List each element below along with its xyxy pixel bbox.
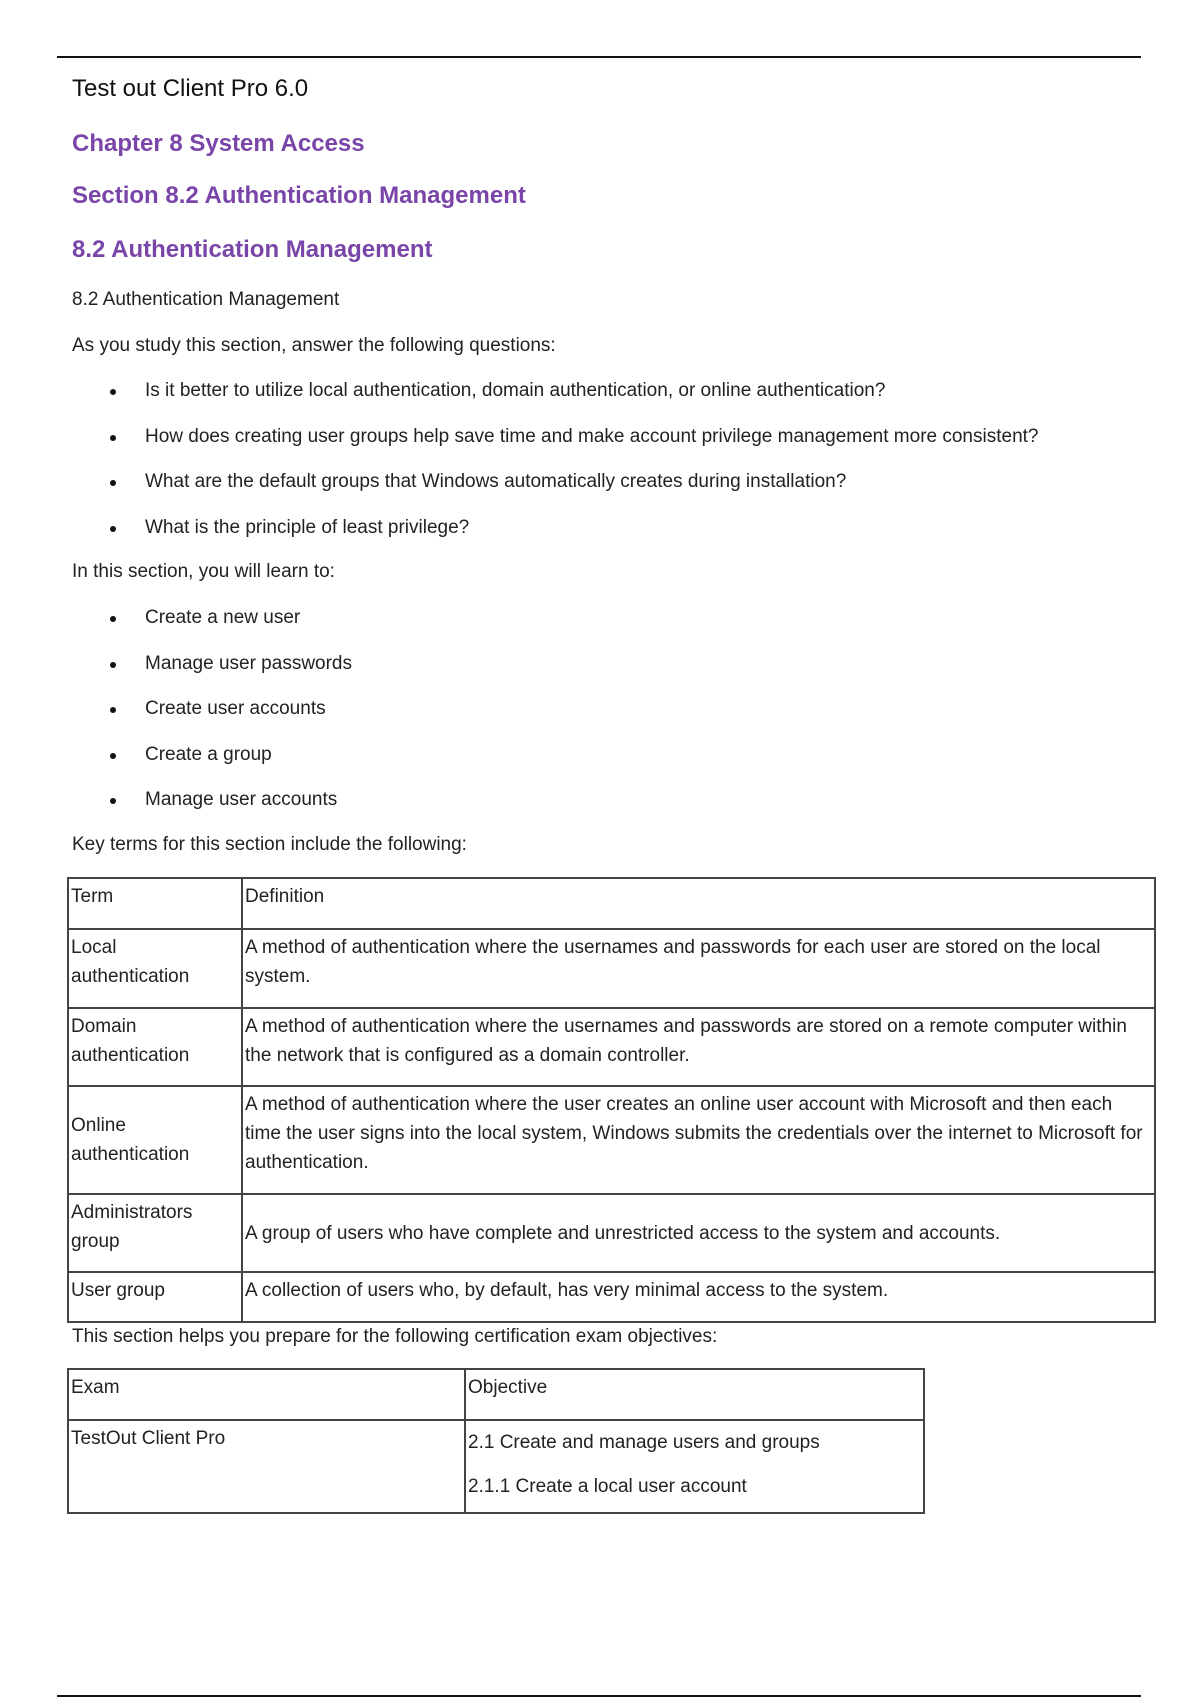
- bottom-rule: [57, 1695, 1141, 1697]
- header-cell: Term: [68, 878, 242, 929]
- term-cell: Domain authentication: [68, 1008, 242, 1086]
- top-rule: [57, 56, 1141, 58]
- header-cell: Objective: [465, 1369, 924, 1420]
- list-item: What is the principle of least privilege?: [72, 517, 1038, 563]
- table-header-row: [68, 1369, 924, 1420]
- header-cell: Exam: [68, 1369, 465, 1420]
- table-row: [68, 1420, 924, 1513]
- document-title: Test out Client Pro 6.0: [72, 75, 309, 102]
- learn-list: [72, 607, 352, 835]
- objective-item: 2.1 Create and manage users and groups: [468, 1432, 820, 1453]
- questions-list: [72, 380, 1038, 562]
- subtitle: 8.2 Authentication Management: [72, 289, 340, 310]
- exam-intro: This section helps you prepare for the following certification exam objectives:: [72, 1326, 718, 1347]
- exam-cell: TestOut Client Pro: [68, 1420, 465, 1513]
- list-item: What are the default groups that Windows automatically creates during installation?: [72, 471, 1038, 517]
- terms-intro: Key terms for this section include the following:: [72, 834, 467, 855]
- objective-cell: [465, 1420, 924, 1513]
- list-item: How does creating user groups help save time and make account privilege management more consistent?: [72, 426, 1038, 472]
- list-item: Create a new user: [72, 607, 352, 653]
- term-cell: Administrators group: [68, 1194, 242, 1272]
- term-cell: Online authentication: [68, 1086, 242, 1194]
- term-cell: User group: [68, 1272, 242, 1322]
- terms-table: [67, 877, 1156, 1323]
- table-row: [68, 1194, 1155, 1272]
- list-item: Is it better to utilize local authentication, domain authentication, or online authentication?: [72, 380, 1038, 426]
- definition-cell: A group of users who have complete and unrestricted access to the system and accounts.: [242, 1194, 1155, 1272]
- table-row: [68, 1008, 1155, 1086]
- list-item: Create user accounts: [72, 698, 352, 744]
- term-cell: Local authentication: [68, 929, 242, 1008]
- exam-table: [67, 1368, 925, 1514]
- definition-cell: A method of authentication where the usernames and passwords for each user are stored on the local system.: [242, 929, 1155, 1008]
- table-row: [68, 1086, 1155, 1194]
- objective-item: 2.1.1 Create a local user account: [468, 1476, 747, 1497]
- header-cell: Definition: [242, 878, 1155, 929]
- list-item: Manage user accounts: [72, 789, 352, 835]
- list-item: Create a group: [72, 744, 352, 790]
- list-item: Manage user passwords: [72, 653, 352, 699]
- definition-cell: A method of authentication where the usernames and passwords are stored on a remote computer within the network that is configured as a domain controller.: [242, 1008, 1155, 1086]
- chapter-heading: Chapter 8 System Access: [72, 130, 365, 157]
- subsection-heading: 8.2 Authentication Management: [72, 236, 433, 263]
- definition-cell: A collection of users who, by default, has very minimal access to the system.: [242, 1272, 1155, 1322]
- questions-intro: As you study this section, answer the following questions:: [72, 335, 556, 356]
- table-header-row: [68, 878, 1155, 929]
- section-heading: Section 8.2 Authentication Management: [72, 182, 526, 209]
- table-row: [68, 1272, 1155, 1322]
- definition-cell: A method of authentication where the user creates an online user account with Microsoft and then each time the user signs into the local system, Windows submits the credentials over the internet to Microsoft for authentication.: [242, 1086, 1155, 1194]
- learn-intro: In this section, you will learn to:: [72, 561, 335, 582]
- table-row: [68, 929, 1155, 1008]
